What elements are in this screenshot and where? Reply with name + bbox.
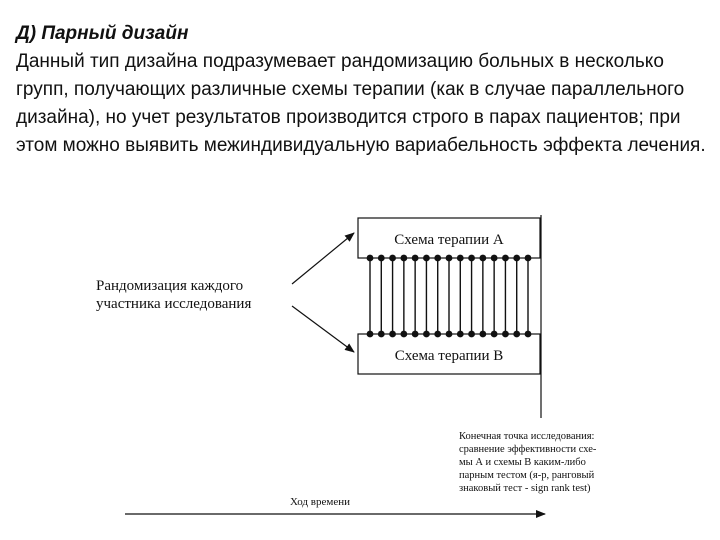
section-heading: Д) Парный дизайн bbox=[16, 23, 189, 44]
patient-dot-scheme-b bbox=[525, 331, 532, 338]
patient-dot-scheme-b bbox=[479, 331, 486, 338]
patient-dot-scheme-a bbox=[468, 255, 475, 262]
randomization-line-1: Рандомизация каждого bbox=[96, 278, 244, 294]
patient-dot-scheme-a bbox=[446, 255, 453, 262]
patient-dot-scheme-b bbox=[491, 331, 498, 338]
randomization-label bbox=[96, 278, 251, 312]
patient-dot-scheme-a bbox=[389, 255, 396, 262]
patient-dot-scheme-b bbox=[423, 331, 430, 338]
endpoint-line-4: парным тестом (я-р, ранговый bbox=[459, 470, 595, 481]
patient-dot-scheme-a bbox=[479, 255, 486, 262]
endpoint-line-2: сравнение эффективности схе- bbox=[459, 444, 597, 455]
patient-dot-scheme-b bbox=[378, 331, 385, 338]
patient-dot-scheme-a bbox=[434, 255, 441, 262]
patient-dot-scheme-b bbox=[468, 331, 475, 338]
patient-dot-scheme-a bbox=[457, 255, 464, 262]
patient-dot-scheme-a bbox=[423, 255, 430, 262]
endpoint-line-3: мы А и схемы В каким-либо bbox=[459, 457, 586, 468]
patient-dot-scheme-a bbox=[513, 255, 520, 262]
patient-dot-scheme-a bbox=[525, 255, 532, 262]
patient-dot-scheme-a bbox=[412, 255, 419, 262]
patient-dot-scheme-b bbox=[513, 331, 520, 338]
patient-dot-scheme-b bbox=[434, 331, 441, 338]
patient-pair-connectors bbox=[367, 255, 532, 338]
patient-dot-scheme-a bbox=[491, 255, 498, 262]
patient-dot-scheme-b bbox=[367, 331, 374, 338]
patient-dot-scheme-b bbox=[412, 331, 419, 338]
time-axis-label: Ход времени bbox=[290, 496, 350, 508]
arrow-to-scheme-a bbox=[292, 233, 354, 284]
patient-dot-scheme-a bbox=[502, 255, 509, 262]
description-paragraph: Данный тип дизайна подразумевает рандомизацию больных в несколько групп, получающих различные схемы терапии (как в случае параллельного дизайна), но учет результатов производится строго в парах пациентов; при этом можно выявить межиндивидуальную вариабельность эффекта лечения. bbox=[16, 51, 706, 156]
patient-dot-scheme-b bbox=[457, 331, 464, 338]
patient-dot-scheme-a bbox=[400, 255, 407, 262]
patient-dot-scheme-b bbox=[502, 331, 509, 338]
scheme-b-label: Схема терапии В bbox=[394, 348, 504, 364]
patient-dot-scheme-b bbox=[389, 331, 396, 338]
endpoint-line-5: знаковый тест - sign rank test) bbox=[459, 483, 591, 494]
endpoint-annotation bbox=[459, 431, 599, 494]
endpoint-line-1: Конечная точка исследования: bbox=[459, 431, 595, 442]
scheme-a-label: Схема терапии А bbox=[394, 232, 504, 248]
patient-dot-scheme-a bbox=[378, 255, 385, 262]
patient-dot-scheme-b bbox=[446, 331, 453, 338]
patient-dot-scheme-a bbox=[367, 255, 374, 262]
patient-dot-scheme-b bbox=[400, 331, 407, 338]
arrow-to-scheme-b bbox=[292, 306, 354, 352]
randomization-line-2: участника исследования bbox=[96, 296, 252, 312]
